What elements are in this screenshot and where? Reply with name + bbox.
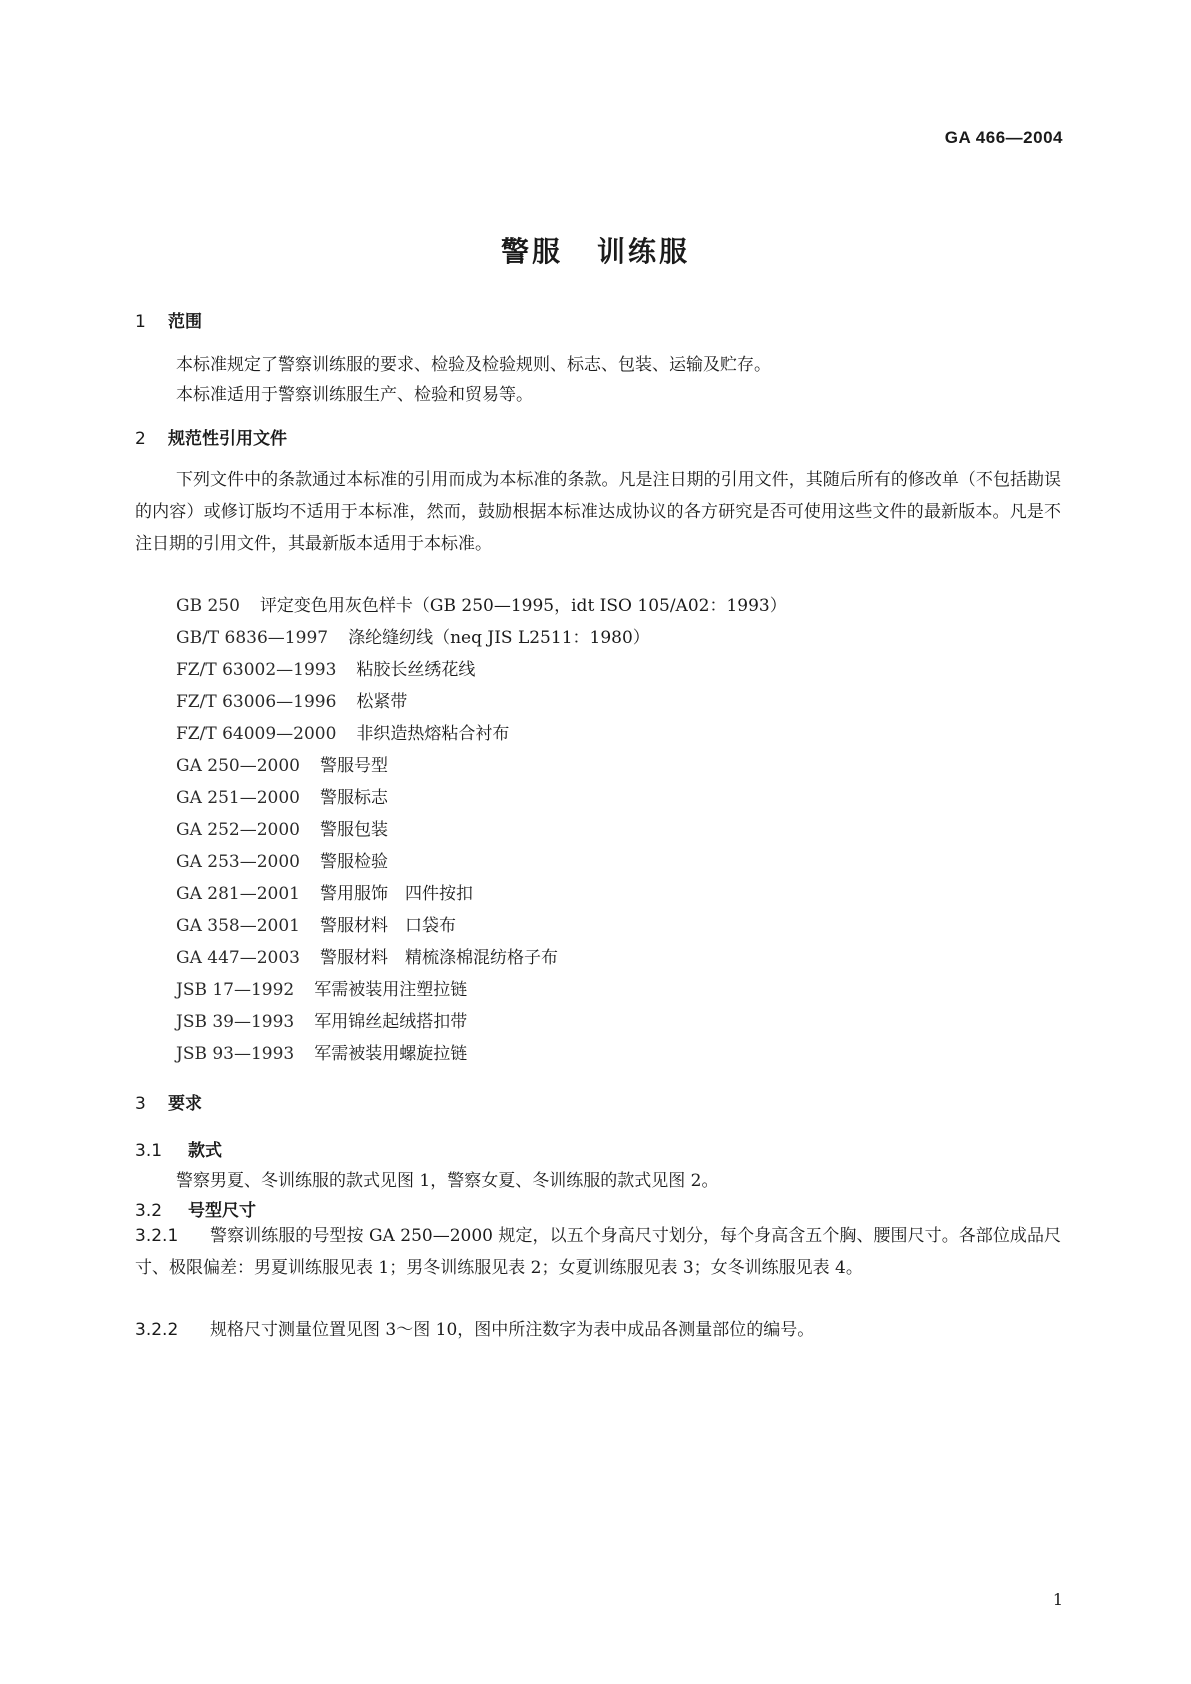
section-number: 1 [135, 312, 146, 332]
reference-code: JSB 39—1993 [176, 1012, 295, 1032]
reference-title: 非织造热熔粘合衬布 [356, 724, 510, 744]
reference-title: 警服材料 口袋布 [319, 916, 456, 936]
reference-title: 警服包装 [319, 820, 388, 840]
page-title [0, 230, 1191, 270]
reference-code: GA 251—2000 [176, 788, 300, 808]
reference-title: 松紧带 [356, 692, 408, 712]
reference-title: 军用锦丝起绒搭扣带 [314, 1012, 468, 1032]
section-number: 3.2 [135, 1201, 163, 1221]
section-3-1-heading [135, 1136, 222, 1161]
reference-item [176, 718, 787, 750]
reference-title: 警用服饰 四件按扣 [319, 884, 473, 904]
reference-code: GA 250—2000 [176, 756, 300, 776]
reference-code: JSB 93—1993 [176, 1044, 295, 1064]
reference-item [176, 974, 787, 1006]
section-3-1-text: 警察男夏、冬训练服的款式见图 1，警察女夏、冬训练服的款式见图 2。 [176, 1171, 719, 1191]
reference-item [176, 686, 787, 718]
section-number: 3.2.1 [135, 1226, 179, 1246]
section-title: 规范性引用文件 [168, 429, 287, 449]
section-2-intro: 下列文件中的条款通过本标准的引用而成为本标准的条款。凡是注日期的引用文件，其随后所有的修改单（不包括勘误的内容）或修订版均不适用于本标准，然而，鼓励根据本标准达成协议的各方研究是否可使用这些文件的最新版本。凡是不注日期的引用文件，其最新版本适用于本标准。 [135, 470, 1061, 554]
reference-code: GA 253—2000 [176, 852, 300, 872]
section-1-paragraph-2: 本标准适用于警察训练服生产、检验和贸易等。 [176, 385, 533, 405]
title-part1: 警服 [500, 235, 563, 268]
reference-item [176, 942, 787, 974]
reference-item [176, 590, 787, 622]
reference-title: 军需被装用螺旋拉链 [314, 1044, 468, 1064]
section-title: 要求 [168, 1094, 202, 1114]
reference-item [176, 1038, 787, 1070]
reference-item [176, 622, 787, 654]
section-3-2-2 [135, 1315, 814, 1340]
section-number: 3 [135, 1094, 146, 1114]
reference-code: GA 252—2000 [176, 820, 300, 840]
reference-title: 军需被装用注塑拉链 [314, 980, 468, 1000]
section-3-2-1 [135, 1220, 1061, 1284]
reference-code: FZ/T 64009—2000 [176, 724, 337, 744]
reference-code: FZ/T 63006—1996 [176, 692, 337, 712]
section-title: 款式 [188, 1141, 222, 1161]
section-3-heading [135, 1089, 202, 1114]
reference-title: 警服标志 [319, 788, 388, 808]
reference-code: GB 250 [176, 596, 240, 616]
reference-item [176, 782, 787, 814]
standard-number: GA 466—2004 [944, 128, 1063, 147]
section-number: 3.2.2 [135, 1320, 179, 1340]
reference-code: FZ/T 63002—1993 [176, 660, 337, 680]
section-1-heading [135, 307, 202, 332]
reference-item [176, 878, 787, 910]
reference-title: 粘胶长丝绣花线 [356, 660, 476, 680]
section-number: 2 [135, 429, 146, 449]
reference-item [176, 910, 787, 942]
reference-item [176, 750, 787, 782]
section-2-heading [135, 424, 287, 449]
section-3-2-2-text: 规格尺寸测量位置见图 3～图 10，图中所注数字为表中成品各测量部位的编号。 [210, 1320, 815, 1340]
section-3-2-1-text: 警察训练服的号型按 GA 250—2000 规定，以五个身高尺寸划分，每个身高含五个胸、腰围尺寸。各部位成品尺寸、极限偏差：男夏训练服见表 1；男冬训练服见表 2；女夏训练服见表 3；女冬训练服见表 4。 [135, 1226, 1061, 1278]
reference-item [176, 814, 787, 846]
section-1-paragraph-1: 本标准规定了警察训练服的要求、检验及检验规则、标志、包装、运输及贮存。 [176, 355, 771, 375]
reference-code: GA 358—2001 [176, 916, 300, 936]
reference-code: GA 281—2001 [176, 884, 300, 904]
section-title: 范围 [168, 312, 202, 332]
reference-code: JSB 17—1992 [176, 980, 295, 1000]
reference-code: GA 447—2003 [176, 948, 300, 968]
title-part2: 训练服 [597, 235, 691, 268]
page-number: 1 [1052, 1590, 1063, 1609]
reference-title: 评定变色用灰色样卡（GB 250—1995，idt ISO 105/A02：1993） [259, 596, 787, 616]
reference-item [176, 846, 787, 878]
reference-item [176, 1006, 787, 1038]
reference-list [176, 590, 787, 1070]
reference-title: 警服号型 [319, 756, 388, 776]
section-title: 号型尺寸 [188, 1201, 256, 1221]
section-3-2-heading [135, 1196, 256, 1221]
reference-item [176, 654, 787, 686]
reference-title: 警服材料 精梳涤棉混纺格子布 [319, 948, 558, 968]
reference-title: 警服检验 [319, 852, 388, 872]
reference-title: 涤纶缝纫线（neq JIS L2511：1980） [348, 628, 650, 648]
reference-code: GB/T 6836—1997 [176, 628, 329, 648]
section-number: 3.1 [135, 1141, 163, 1161]
